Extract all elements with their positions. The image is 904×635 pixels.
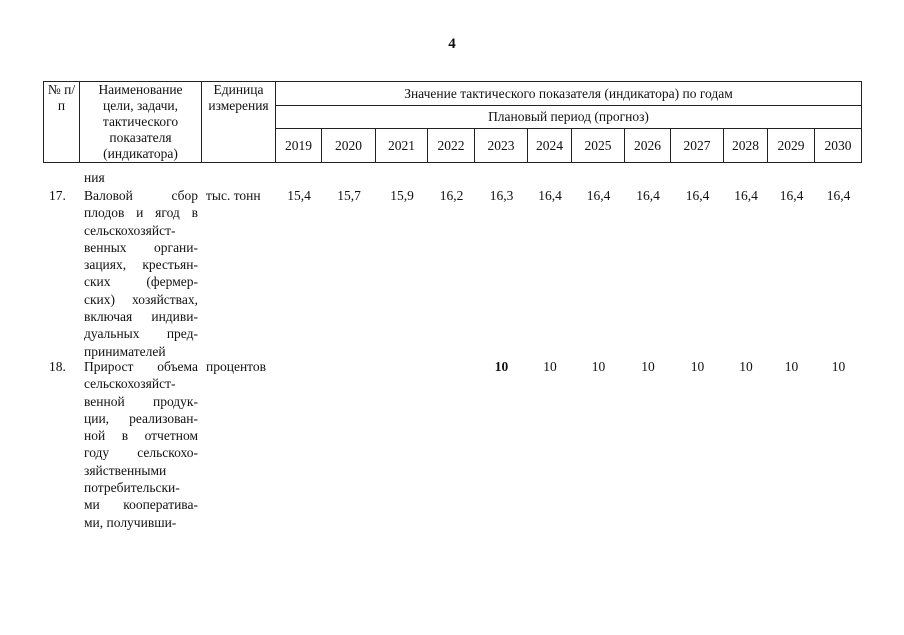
row-name-line: ной в отчетном — [84, 428, 198, 444]
row-name-line: Прирост объема — [84, 359, 198, 374]
header-name: Наименование цели, задачи, тактического показателя (индикатора) — [80, 82, 202, 163]
row-value: 15,7 — [337, 188, 361, 203]
row-name-line: зациях, крестьян- — [84, 257, 198, 273]
row-value: 16,4 — [636, 188, 660, 203]
row-value: 10 — [543, 359, 557, 374]
row-value: 10 — [739, 359, 753, 374]
table-header — [43, 81, 862, 163]
row-name-line: потребительски- — [84, 480, 180, 496]
row-value: 16,4 — [586, 188, 611, 203]
row-value: 16,4 — [779, 188, 804, 203]
header-period: Плановый период (прогноз) — [276, 106, 862, 129]
row-number: 18. — [49, 359, 66, 374]
row-value: 16,4 — [826, 188, 851, 203]
row-name-line: дуальных пред- — [84, 326, 198, 342]
row-name-line: венной продук- — [84, 393, 198, 409]
header-year: 2027 — [671, 129, 724, 163]
row-name — [84, 358, 198, 531]
header-year: 2021 — [376, 129, 428, 163]
row-number: 17. — [49, 188, 66, 203]
header-year: 2028 — [724, 129, 768, 163]
row-value: 10 — [494, 359, 509, 374]
row-name-line: принимателей — [84, 343, 166, 359]
row-value: 10 — [784, 359, 799, 374]
header-year: 2022 — [428, 129, 475, 163]
row-value: 16,3 — [489, 188, 514, 203]
page-number: 4 — [448, 36, 456, 52]
row-value: 16,2 — [439, 188, 464, 203]
row-name-line: году сельскохо- — [84, 445, 198, 461]
row-unit: тыс. тонн — [206, 188, 261, 203]
row-value: 16,4 — [685, 188, 710, 203]
row-name-line: ми кооператива- — [84, 497, 198, 513]
row-name — [84, 187, 198, 360]
header-year: 2023 — [475, 129, 528, 163]
row-name-line: венных органи- — [84, 239, 198, 255]
row-unit: процентов — [206, 359, 267, 374]
header-num: № п/п — [44, 82, 80, 163]
row-name-line: сельскохозяйст- — [84, 222, 176, 238]
header-values: Значение тактического показателя (индикатора) по годам — [276, 82, 862, 106]
row-name-line: включая индиви- — [84, 309, 198, 325]
carryover-text: ния — [84, 170, 105, 185]
header-year: 2029 — [768, 129, 815, 163]
header-year: 2020 — [322, 129, 376, 163]
row-name-line: зяйственными — [84, 462, 167, 478]
row-value: 10 — [831, 359, 846, 374]
row-value: 10 — [641, 359, 655, 374]
row-name-line: ми, получивши- — [84, 514, 177, 530]
row-value: 16,4 — [538, 188, 562, 203]
row-value: 15,9 — [390, 188, 414, 203]
row-value: 10 — [591, 359, 606, 374]
row-value: 16,4 — [734, 188, 758, 203]
header-year: 2019 — [276, 129, 322, 163]
row-name-line: плодов и ягод в — [84, 205, 198, 221]
header-year: 2030 — [815, 129, 862, 163]
row-name-line: ских (фермер- — [84, 274, 198, 290]
header-year: 2024 — [528, 129, 572, 163]
row-value: 15,4 — [287, 188, 311, 203]
row-name-line: сельскохозяйст- — [84, 376, 176, 392]
row-name-line: ских) хозяйствах, — [84, 291, 198, 307]
row-value: 10 — [690, 359, 705, 374]
header-unit: Единица измерения — [202, 82, 276, 163]
header-year: 2026 — [625, 129, 671, 163]
row-name-line: Валовой сбор — [84, 188, 198, 203]
row-name-line: ции, реализован- — [84, 410, 198, 426]
header-year: 2025 — [572, 129, 625, 163]
